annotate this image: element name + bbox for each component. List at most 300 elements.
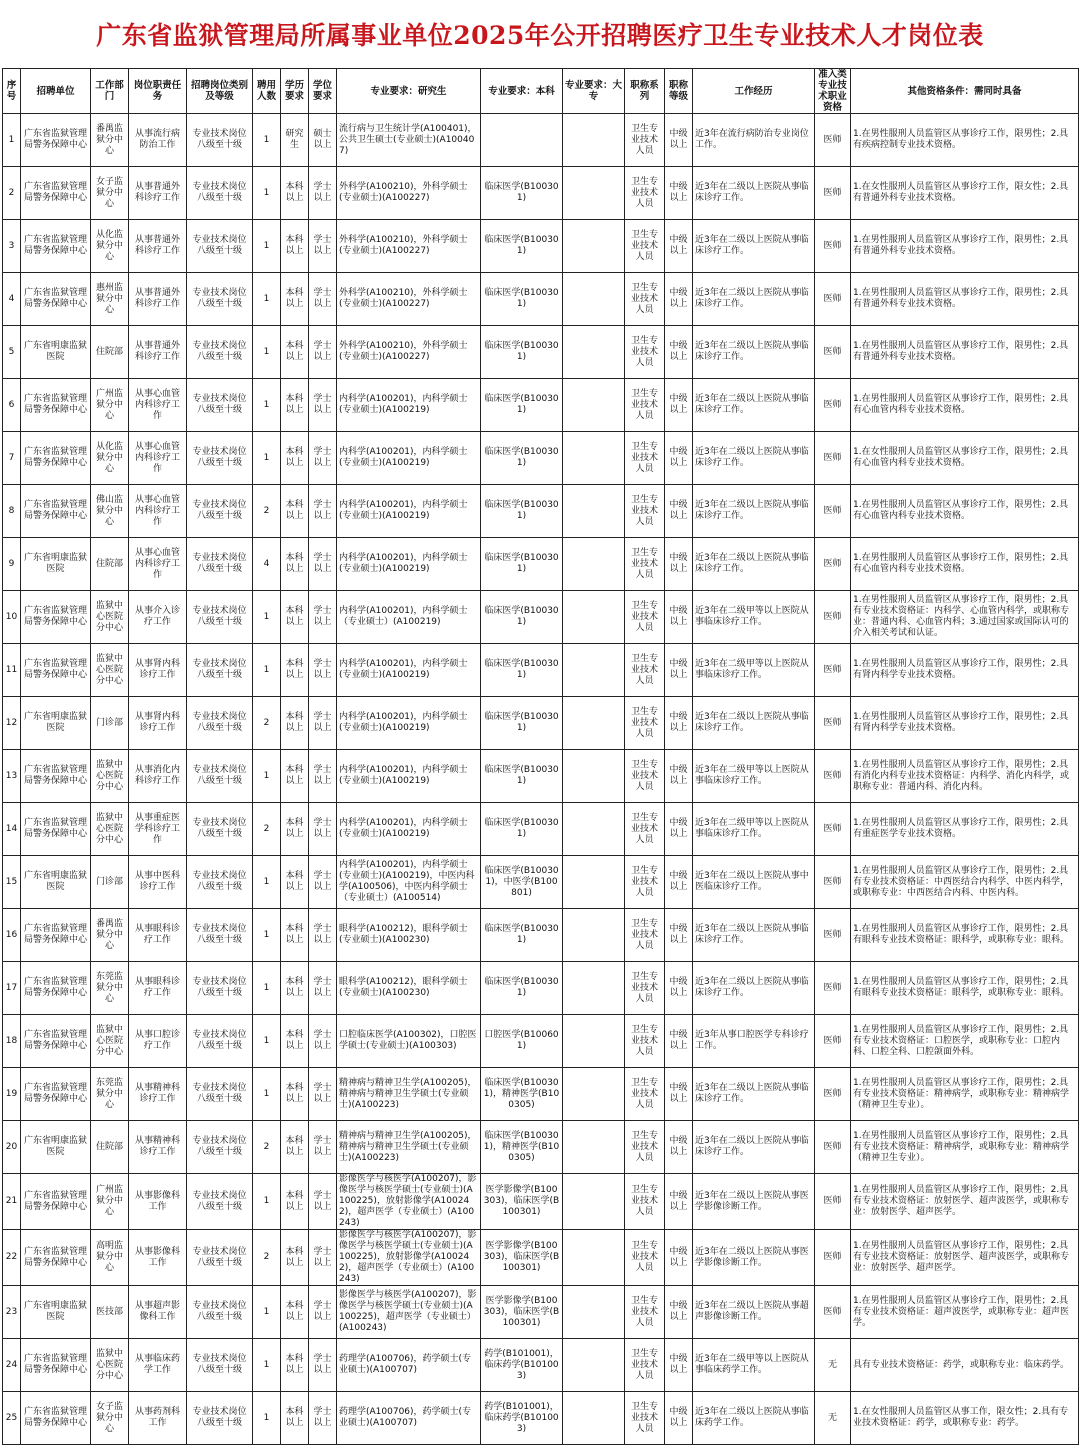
table-cell: 近3年在二级以上医院从事临床诊疗工作。 [693,326,815,379]
table-cell: 临床医学(B100301) [481,697,563,750]
table-cell: 学士以上 [309,273,337,326]
table-cell: 专业技术岗位八级至十级 [187,273,253,326]
table-cell: 学士以上 [309,644,337,697]
table-cell: 近3年在二级以上医院从事临床诊疗工作。 [693,697,815,750]
table-cell: 中级以上 [665,220,693,273]
table-cell: 中级以上 [665,644,693,697]
table-cell: 学士以上 [309,803,337,856]
table-cell: 4 [3,273,21,326]
column-header: 学位要求 [309,69,337,114]
table-cell: 23 [3,1286,21,1339]
table-cell: 1 [253,114,281,167]
table-cell: 监狱中心医院分中心 [91,644,129,697]
table-cell: 从事眼科诊疗工作 [129,909,187,962]
table-cell: 外科学(A100210)，外科学硕士(专业硕士)(A100227) [337,167,481,220]
table-cell: 近3年在二级甲等以上医院从事临床诊疗工作。 [693,644,815,697]
table-row [3,1230,1079,1286]
table-cell: 学士以上 [309,1230,337,1286]
table-cell: 本科以上 [281,1121,309,1174]
table-cell: 1.在男性服刑人员监管区从事诊疗工作，限男性；2.具有眼科专业技术资格证：眼科学，或职称专业：眼科。 [851,962,1079,1015]
table-cell: 中级以上 [665,1121,693,1174]
table-cell: 21 [3,1174,21,1230]
table-row [3,591,1079,644]
table-row [3,1015,1079,1068]
table-cell: 广东省监狱管理局警务保障中心 [21,1174,91,1230]
table-cell: 中级以上 [665,1339,693,1392]
table-cell: 医师 [815,1174,851,1230]
table-cell: 17 [3,962,21,1015]
table-cell [563,962,625,1015]
table-cell: 11 [3,644,21,697]
table-cell [563,379,625,432]
table-cell: 临床医学(B100301) [481,326,563,379]
table-cell: 1.在男性服刑人员监管区从事诊疗工作，限男性；2.具有专业技术资格证：放射医学、超声波医学，或职称专业：放射医学、超声医学。 [851,1230,1079,1286]
table-cell: 从事临床药学工作 [129,1339,187,1392]
table-cell: 学士以上 [309,856,337,909]
table-cell: 医师 [815,432,851,485]
table-cell: 中级以上 [665,1174,693,1230]
column-header: 专业要求：大专 [563,69,625,114]
table-cell: 1 [253,856,281,909]
table-cell: 监狱中心医院分中心 [91,750,129,803]
table-cell: 1 [253,220,281,273]
table-cell: 近3年在二级以上医院从事临床药学工作。 [693,1392,815,1445]
table-cell: 医师 [815,697,851,750]
table-cell: 番禺监狱分中心 [91,114,129,167]
table-cell: 从事影像科工作 [129,1230,187,1286]
table-cell: 近3年在二级以上医院从事临床诊疗工作。 [693,273,815,326]
table-cell: 学士以上 [309,591,337,644]
table-cell: 8 [3,485,21,538]
table-cell: 14 [3,803,21,856]
table-cell: 无 [815,1339,851,1392]
table-cell: 广东省监狱管理局警务保障中心 [21,485,91,538]
table-cell: 从事眼科诊疗工作 [129,962,187,1015]
table-cell: 卫生专业技术人员 [625,1286,665,1339]
table-cell: 医师 [815,326,851,379]
table-cell: 临床医学(B100301)，精神医学(B100305) [481,1068,563,1121]
table-cell: 医师 [815,273,851,326]
table-cell: 学士以上 [309,1121,337,1174]
table-cell: 本科以上 [281,379,309,432]
table-cell: 近3年在二级以上医院从事临床诊疗工作。 [693,220,815,273]
table-cell: 内科学(A100201)，内科学硕士(专业硕士)(A100219) [337,485,481,538]
table-cell: 2 [253,1230,281,1286]
table-cell: 卫生专业技术人员 [625,220,665,273]
table-cell: 广东省监狱管理局警务保障中心 [21,1339,91,1392]
table-cell: 眼科学(A100212)，眼科学硕士(专业硕士)(A100230) [337,962,481,1015]
table-cell: 学士以上 [309,1174,337,1230]
table-cell: 影像医学与核医学(A100207)，影像医学与核医学硕士(专业硕士)(A100225)，超声医学（专业硕士）(A100243) [337,1286,481,1339]
column-header: 岗位职责任务 [129,69,187,114]
table-cell: 中级以上 [665,1392,693,1445]
table-cell: 1.在女性服刑人员监管区从事诊疗工作，限男性；2.具有心血管内科专业技术资格。 [851,432,1079,485]
table-cell: 女子监狱分中心 [91,167,129,220]
table-cell [563,1174,625,1230]
table-cell: 1 [3,114,21,167]
table-cell: 从事口腔诊疗工作 [129,1015,187,1068]
table-cell: 本科以上 [281,1339,309,1392]
table-cell: 卫生专业技术人员 [625,485,665,538]
table-cell: 从事药剂科工作 [129,1392,187,1445]
positions-table [2,68,1079,1445]
column-header: 序号 [3,69,21,114]
table-cell: 从事心血管内科诊疗工作 [129,432,187,485]
table-cell: 中级以上 [665,750,693,803]
table-cell: 卫生专业技术人员 [625,1230,665,1286]
table-cell: 广东省监狱管理局警务保障中心 [21,1068,91,1121]
table-cell: 医技部 [91,1286,129,1339]
table-cell: 医师 [815,114,851,167]
table-cell: 临床医学(B100301) [481,750,563,803]
table-cell: 专业技术岗位八级至十级 [187,1286,253,1339]
table-cell: 近3年在二级以上医院从事临床诊疗工作。 [693,1068,815,1121]
table-row [3,1392,1079,1445]
table-cell: 1.在男性服刑人员监管区从事诊疗工作，限男性；2.具有眼科专业技术资格证：眼科学，或职称专业：眼科。 [851,909,1079,962]
table-cell: 学士以上 [309,538,337,591]
table-cell: 东莞监狱分中心 [91,962,129,1015]
table-cell: 学士以上 [309,432,337,485]
table-cell: 近3年在二级以上医院从事临床诊疗工作。 [693,485,815,538]
table-cell: 1 [253,1015,281,1068]
table-cell: 19 [3,1068,21,1121]
table-cell: 近3年在二级以上医院从事临床诊疗工作。 [693,962,815,1015]
table-cell: 15 [3,856,21,909]
table-cell: 医师 [815,485,851,538]
table-cell [563,697,625,750]
table-cell: 广东省监狱管理局警务保障中心 [21,167,91,220]
table-cell: 16 [3,909,21,962]
table-cell: 广东省监狱管理局警务保障中心 [21,591,91,644]
table-cell: 广东省监狱管理局警务保障中心 [21,1392,91,1445]
table-cell: 临床医学(B100301) [481,644,563,697]
table-cell: 口腔临床医学(A100302)，口腔医学硕士(专业硕士)(A100303) [337,1015,481,1068]
table-cell: 专业技术岗位八级至十级 [187,644,253,697]
table-cell: 1.在女性服刑人员监管区从事工作，限女性；2.具有专业技术资格证：药学，或职称专业：药学。 [851,1392,1079,1445]
table-cell: 7 [3,432,21,485]
table-cell: 本科以上 [281,591,309,644]
table-cell: 中级以上 [665,803,693,856]
table-cell: 本科以上 [281,803,309,856]
table-cell: 广东省明康监狱医院 [21,856,91,909]
table-cell: 1.在男性服刑人员监管区从事诊疗工作，限男性；2.具有专业技术资格证：放射医学、超声波医学，或职称专业：放射医学、超声医学。 [851,1174,1079,1230]
table-cell: 内科学(A100201)，内科学硕士(专业硕士)(A100219) [337,803,481,856]
table-cell [563,1230,625,1286]
table-cell: 广东省监狱管理局警务保障中心 [21,114,91,167]
table-cell: 卫生专业技术人员 [625,591,665,644]
table-cell: 从事普通外科诊疗工作 [129,220,187,273]
table-cell: 专业技术岗位八级至十级 [187,1339,253,1392]
table-cell: 1.在男性服刑人员监管区从事诊疗工作，限男性；2.具有心血管内科专业技术资格。 [851,485,1079,538]
table-cell: 本科以上 [281,485,309,538]
column-header: 学历要求 [281,69,309,114]
table-cell: 学士以上 [309,326,337,379]
table-cell: 卫生专业技术人员 [625,697,665,750]
table-cell: 广东省监狱管理局警务保障中心 [21,962,91,1015]
table-cell: 10 [3,591,21,644]
table-cell: 2 [253,485,281,538]
table-cell: 1.在男性服刑人员监管区从事诊疗工作，限男性；2.具有消化内科专业技术资格证：内科学、消化内科学，或职称专业：普通内科、消化内科。 [851,750,1079,803]
table-cell: 本科以上 [281,644,309,697]
table-row [3,432,1079,485]
table-cell: 从事介入诊疗工作 [129,591,187,644]
table-cell: 学士以上 [309,697,337,750]
table-cell: 专业技术岗位八级至十级 [187,432,253,485]
column-header: 准入类专业技术职业资格 [815,69,851,114]
column-header: 专业要求：研究生 [337,69,481,114]
table-cell [563,1286,625,1339]
table-cell: 临床医学(B100301) [481,167,563,220]
table-cell: 广东省监狱管理局警务保障中心 [21,273,91,326]
table-cell: 1.在男性服刑人员监管区从事诊疗工作，限男性；2.具有专业技术资格证：中西医结合内科学、中医内科学，或职称专业：中西医结合内科、中医内科。 [851,856,1079,909]
table-cell: 临床医学(B100301) [481,909,563,962]
table-cell: 1 [253,750,281,803]
table-cell: 1 [253,962,281,1015]
table-cell: 惠州监狱分中心 [91,273,129,326]
table-cell: 5 [3,326,21,379]
table-cell: 内科学(A100201)，内科学硕士（专业硕士）(A100219) [337,591,481,644]
table-cell: 临床医学(B100301) [481,432,563,485]
table-cell: 影像医学与核医学(A100207)，影像医学与核医学硕士(专业硕士)(A100225)，放射影像学(A100242)，超声医学（专业硕士）(A100243) [337,1230,481,1286]
table-cell: 本科以上 [281,856,309,909]
table-row [3,909,1079,962]
table-cell: 从事中医科诊疗工作 [129,856,187,909]
table-cell: 1.在男性服刑人员监管区从事诊疗工作，限男性；2.具有疾病控制专业技术资格。 [851,114,1079,167]
table-cell: 1 [253,326,281,379]
table-cell: 医师 [815,1068,851,1121]
table-cell: 中级以上 [665,697,693,750]
table-row [3,273,1079,326]
table-cell: 22 [3,1230,21,1286]
table-row [3,220,1079,273]
table-cell: 1 [253,273,281,326]
page-title: 广东省监狱管理局所属事业单位2025年公开招聘医疗卫生专业技术人才岗位表 [96,21,984,50]
table-cell: 精神病与精神卫生学(A100205)，精神病与精神卫生学硕士(专业硕士)(A100223) [337,1121,481,1174]
table-cell: 门诊部 [91,856,129,909]
table-cell: 中级以上 [665,1068,693,1121]
table-cell: 研究生 [281,114,309,167]
table-cell [563,644,625,697]
table-row [3,1286,1079,1339]
table-cell: 广东省监狱管理局警务保障中心 [21,909,91,962]
table-row [3,803,1079,856]
table-cell: 专业技术岗位八级至十级 [187,1174,253,1230]
table-cell: 药理学(A100706)，药学硕士(专业硕士)(A100707) [337,1392,481,1445]
table-cell: 医师 [815,591,851,644]
table-cell: 医师 [815,220,851,273]
table-header-row [3,69,1079,114]
table-cell: 临床医学(B100301) [481,962,563,1015]
table-cell: 广东省监狱管理局警务保障中心 [21,803,91,856]
table-cell: 从事心血管内科诊疗工作 [129,379,187,432]
column-header: 工作部门 [91,69,129,114]
table-cell: 1 [253,1174,281,1230]
table-cell: 内科学(A100201)，内科学硕士(专业硕士)(A100219) [337,432,481,485]
table-cell: 25 [3,1392,21,1445]
table-cell: 广东省监狱管理局警务保障中心 [21,1230,91,1286]
table-cell: 本科以上 [281,1015,309,1068]
table-cell: 专业技术岗位八级至十级 [187,591,253,644]
table-cell: 学士以上 [309,485,337,538]
table-cell: 广东省明康监狱医院 [21,538,91,591]
table-cell: 广东省监狱管理局警务保障中心 [21,220,91,273]
table-cell: 医师 [815,803,851,856]
table-cell [563,114,625,167]
column-header: 职称系列 [625,69,665,114]
table-cell: 临床医学(B100301) [481,538,563,591]
table-cell: 卫生专业技术人员 [625,379,665,432]
table-cell: 学士以上 [309,1068,337,1121]
table-cell: 近3年在二级甲等以上医院从事临床药学工作。 [693,1339,815,1392]
table-cell: 近3年在二级甲等以上医院从事临床诊疗工作。 [693,750,815,803]
table-cell: 内科学(A100201)，内科学硕士(专业硕士)(A100219) [337,379,481,432]
table-cell: 广州监狱分中心 [91,379,129,432]
table-cell: 医师 [815,750,851,803]
table-cell: 卫生专业技术人员 [625,1068,665,1121]
table-cell: 具有专业技术资格证：药学，或职称专业：临床药学。 [851,1339,1079,1392]
table-cell: 医师 [815,644,851,697]
table-cell: 学士以上 [309,1286,337,1339]
table-cell: 医师 [815,167,851,220]
table-cell: 学士以上 [309,1015,337,1068]
table-cell: 医师 [815,1121,851,1174]
table-cell [563,1121,625,1174]
table-cell: 卫生专业技术人员 [625,432,665,485]
column-header: 招聘岗位类别及等级 [187,69,253,114]
table-cell: 临床医学(B100301) [481,485,563,538]
table-cell: 1.在男性服刑人员监管区从事诊疗工作，限男性；2.具有专业技术资格证：内科学、心血管内科学，或职称专业：普通内科、心血管内科；3.通过国家或国际认可的介入相关考试和认证。 [851,591,1079,644]
column-header: 招聘单位 [21,69,91,114]
table-cell: 临床医学(B100301) [481,273,563,326]
table-cell: 1.在男性服刑人员监管区从事诊疗工作，限男性；2.具有普通外科专业技术资格。 [851,326,1079,379]
table-cell: 中级以上 [665,326,693,379]
table-cell: 卫生专业技术人员 [625,803,665,856]
table-cell: 中级以上 [665,273,693,326]
table-cell: 学士以上 [309,1392,337,1445]
table-cell [563,326,625,379]
table-cell: 中级以上 [665,856,693,909]
table-cell: 专业技术岗位八级至十级 [187,167,253,220]
column-header: 聘用人数 [253,69,281,114]
table-cell: 精神病与精神卫生学(A100205)，精神病与精神卫生学硕士(专业硕士)(A100223) [337,1068,481,1121]
table-cell: 学士以上 [309,750,337,803]
table-cell: 学士以上 [309,220,337,273]
table-cell: 本科以上 [281,750,309,803]
table-cell: 近3年在二级以上医院从事临床诊疗工作。 [693,379,815,432]
table-cell: 医学影像学(B100303)，临床医学(B100301) [481,1286,563,1339]
table-cell: 本科以上 [281,167,309,220]
table-cell: 医师 [815,962,851,1015]
table-cell: 本科以上 [281,1174,309,1230]
table-cell: 1 [253,909,281,962]
table-cell: 广东省监狱管理局警务保障中心 [21,379,91,432]
table-cell: 流行病与卫生统计学(A100401)，公共卫生硕士(专业硕士)(A100407) [337,114,481,167]
table-cell: 中级以上 [665,379,693,432]
table-cell: 眼科学(A100212)，眼科学硕士(专业硕士)(A100230) [337,909,481,962]
table-cell: 卫生专业技术人员 [625,644,665,697]
table-cell: 卫生专业技术人员 [625,1339,665,1392]
table-cell: 1 [253,1286,281,1339]
table-cell: 影像医学与核医学(A100207)，影像医学与核医学硕士(专业硕士)(A100225)，放射影像学(A100242)，超声医学（专业硕士）(A100243) [337,1174,481,1230]
table-cell: 专业技术岗位八级至十级 [187,220,253,273]
table-cell: 1.在男性服刑人员监管区从事诊疗工作，限男性；2.具有专业技术资格证：超声波医学，或职称专业：超声医学。 [851,1286,1079,1339]
table-cell: 中级以上 [665,909,693,962]
table-cell [563,1068,625,1121]
table-cell: 本科以上 [281,909,309,962]
table-cell: 专业技术岗位八级至十级 [187,803,253,856]
column-header: 职称等级 [665,69,693,114]
table-cell: 内科学(A100201)，内科学硕士(专业硕士)(A100219) [337,644,481,697]
table-cell: 12 [3,697,21,750]
table-cell: 卫生专业技术人员 [625,273,665,326]
table-cell: 从事心血管内科诊疗工作 [129,485,187,538]
table-cell: 1.在男性服刑人员监管区从事诊疗工作，限男性；2.具有肾内科学专业技术资格。 [851,697,1079,750]
table-cell: 近3年在二级以上医院从事临床诊疗工作。 [693,1121,815,1174]
table-cell: 药学(B101001)，临床药学(B101003) [481,1392,563,1445]
table-cell: 中级以上 [665,167,693,220]
table-row [3,644,1079,697]
table-cell: 中级以上 [665,591,693,644]
table-cell: 广东省明康监狱医院 [21,326,91,379]
table-cell: 24 [3,1339,21,1392]
table-cell: 卫生专业技术人员 [625,326,665,379]
table-cell: 番禺监狱分中心 [91,909,129,962]
table-cell: 1.在女性服刑人员监管区从事诊疗工作，限女性；2.具有普通外科专业技术资格。 [851,167,1079,220]
table-cell: 医师 [815,1015,851,1068]
table-cell: 监狱中心医院分中心 [91,1339,129,1392]
table-cell: 本科以上 [281,538,309,591]
table-cell: 1 [253,1339,281,1392]
table-cell: 卫生专业技术人员 [625,909,665,962]
table-cell: 专业技术岗位八级至十级 [187,1068,253,1121]
table-cell [563,220,625,273]
table-cell: 本科以上 [281,432,309,485]
table-cell: 1.在男性服刑人员监管区从事诊疗工作，限男性；2.具有重症医学专业技术资格。 [851,803,1079,856]
table-cell: 学士以上 [309,1339,337,1392]
table-cell: 1.在男性服刑人员监管区从事诊疗工作，限男性；2.具有专业技术资格证：口腔医学，或职称专业：口腔内科、口腔全科、口腔颌面外科。 [851,1015,1079,1068]
table-cell [563,1339,625,1392]
table-cell: 卫生专业技术人员 [625,167,665,220]
table-cell: 专业技术岗位八级至十级 [187,379,253,432]
table-cell: 近3年在二级甲等以上医院从事临床诊疗工作。 [693,591,815,644]
table-cell: 临床医学(B100301) [481,803,563,856]
table-cell: 外科学(A100210)，外科学硕士(专业硕士)(A100227) [337,273,481,326]
table-cell: 本科以上 [281,697,309,750]
table-row [3,379,1079,432]
table-cell: 本科以上 [281,326,309,379]
table-cell: 1.在男性服刑人员监管区从事诊疗工作，限男性；2.具有心血管内科专业技术资格。 [851,379,1079,432]
table-cell: 内科学(A100201)，内科学硕士(专业硕士)(A100219) [337,538,481,591]
table-cell: 佛山监狱分中心 [91,485,129,538]
table-cell: 1 [253,591,281,644]
table-cell: 中级以上 [665,1015,693,1068]
table-cell: 从事消化内科诊疗工作 [129,750,187,803]
table-cell: 1.在男性服刑人员监管区从事诊疗工作，限男性；2.具有心血管内科专业技术资格。 [851,538,1079,591]
table-row [3,538,1079,591]
table-cell: 学士以上 [309,909,337,962]
table-cell [563,432,625,485]
table-cell: 20 [3,1121,21,1174]
table-row [3,962,1079,1015]
table-cell: 1 [253,1068,281,1121]
table-cell: 学士以上 [309,379,337,432]
table-cell: 2 [253,803,281,856]
table-cell [481,114,563,167]
table-cell: 东莞监狱分中心 [91,1068,129,1121]
table-cell: 药理学(A100706)，药学硕士(专业硕士)(A100707) [337,1339,481,1392]
table-cell [563,856,625,909]
table-cell: 高明监狱分中心 [91,1230,129,1286]
